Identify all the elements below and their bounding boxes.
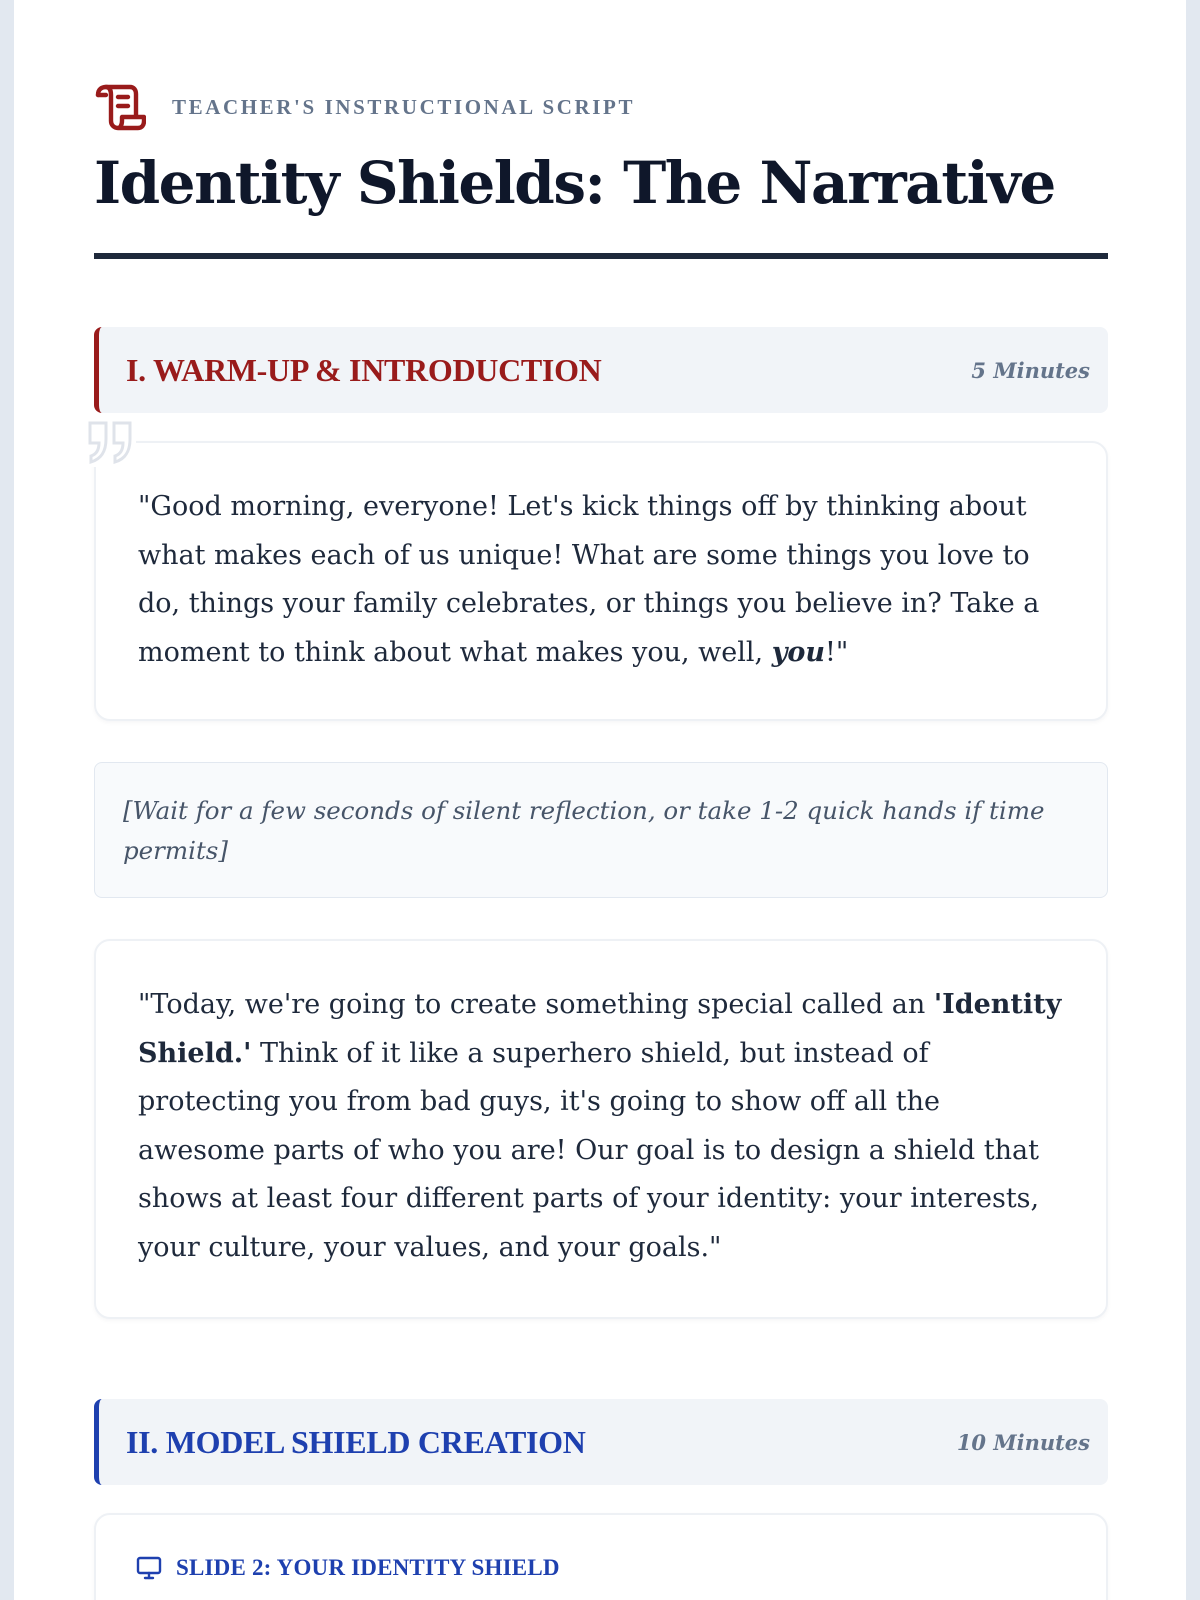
script-text-introduction bbox=[138, 981, 1066, 1272]
section-title: II. MODEL SHIELD CREATION bbox=[126, 1423, 586, 1460]
script-text-segment: Think of it like a superhero shield, but instead of protecting you from bad guys, it's going to show off all the awesome parts of who you are! Our goal is to design a shield that shows at least four different parts of your identity: your interests, your culture, your values, and your goals." bbox=[138, 1037, 1040, 1263]
slide-label bbox=[136, 1555, 560, 1581]
page-title: Identity Shields: The Narrative bbox=[94, 149, 1055, 217]
document-page bbox=[14, 0, 1186, 1600]
title-divider bbox=[94, 253, 1108, 259]
stage-direction-text: [Wait for a few seconds of silent reflection, or take 1-2 quick hands if time permits] bbox=[123, 796, 1045, 865]
stage-direction bbox=[94, 762, 1108, 898]
script-bold-term: 'Identity Shield.' bbox=[138, 989, 1062, 1069]
script-text-segment: !" bbox=[825, 636, 849, 668]
quote-icon bbox=[86, 419, 136, 467]
script-emphasis: you bbox=[771, 636, 826, 668]
slide-card bbox=[94, 1513, 1108, 1600]
script-card bbox=[94, 441, 1108, 721]
section-header-warm-up bbox=[94, 327, 1108, 413]
section-title: I. WARM-UP & INTRODUCTION bbox=[126, 351, 602, 388]
section-duration: 10 Minutes bbox=[956, 1429, 1090, 1455]
document-eyebrow-label: TEACHER'S INSTRUCTIONAL SCRIPT bbox=[172, 94, 636, 119]
section-header-model-shield bbox=[94, 1399, 1108, 1485]
document-eyebrow bbox=[94, 82, 635, 132]
script-text-welcome bbox=[138, 483, 1066, 677]
monitor-icon bbox=[136, 1556, 162, 1580]
slide-label-text: SLIDE 2: YOUR IDENTITY SHIELD bbox=[176, 1555, 560, 1580]
section-duration: 5 Minutes bbox=[971, 357, 1090, 383]
script-text-segment: "Today, we're going to create something special called an bbox=[138, 989, 934, 1020]
script-card bbox=[94, 939, 1108, 1319]
scroll-icon bbox=[94, 83, 146, 131]
script-text-segment: "Good morning, everyone! Let's kick things off by thinking about what makes each of us unique! What are some things you love to do, things your family celebrates, or things you believe in? Take a moment to think about what makes you, well, bbox=[138, 491, 1040, 668]
